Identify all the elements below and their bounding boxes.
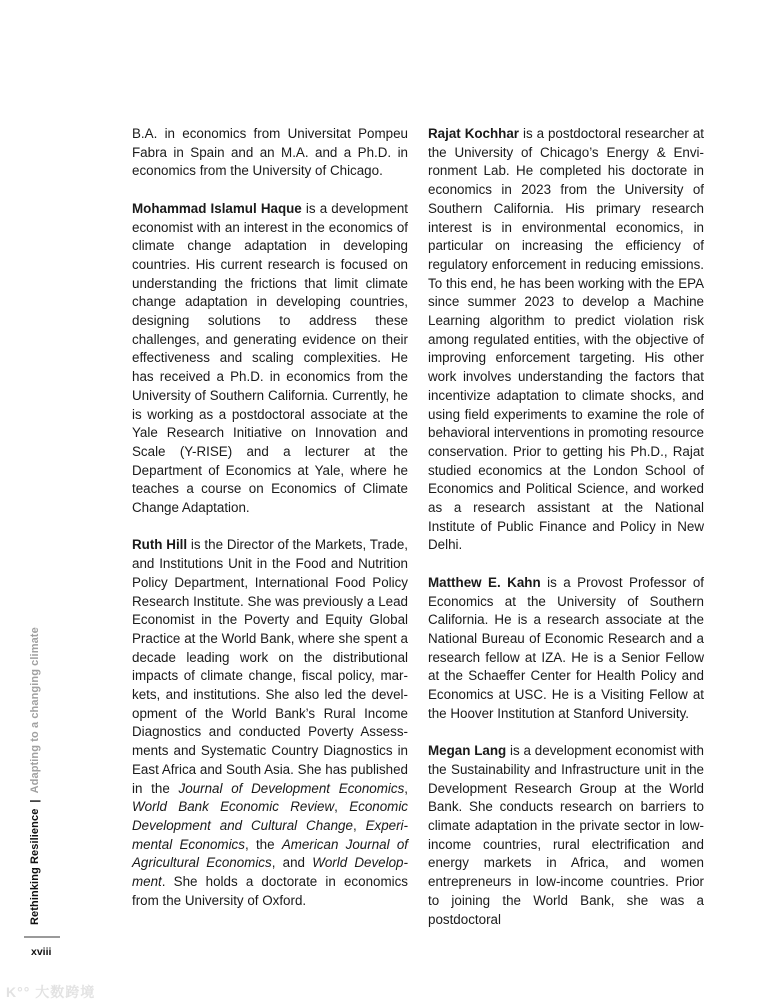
bio-text: ,	[334, 799, 350, 815]
bio-text: ,	[404, 780, 409, 796]
right-text-column	[428, 125, 704, 948]
bio-text: is the Director of the Markets, Trade, and Institutions Unit in the Food and Nutrition Policy Department, International Food Policy Research Institute. She was previously a Lead Economist in the Poverty and Equity Global Practice at the World Bank, where she spent a decade leading work on the distributional impacts of climate change, fiscal policy, markets, and institutions. She also led the development of the World Bank’s Rural Income Diagnostics and conducted Poverty Assessments and Systematic Country Diagnostics in East Africa and South Asia. She has published in the	[132, 537, 408, 796]
journal-title: Journal of Development Economics	[178, 780, 405, 796]
bio-text: is a development economist with an interest in the economics of climate change adaptation in developing countries. His current research is focused on understanding the frictions that limit climate change adaptation in developing countries, designing solutions to address these challenges, and generating evidence on their effectiveness and scaling complexities. He has received a Ph.D. in economics from the University of Southern California. Currently, he is working as a postdoctoral associate at the Yale Research Initiative on Innovation and Scale (Y-RISE) and a lecturer at the Department of Economics at Yale, where he teaches a course on Economics of Climate Change Adaptation.	[132, 200, 408, 516]
bio-text: is a postdoctoral researcher at the University of Chicago’s Energy & Environment Lab. He completed his doctorate in economics in 2023 from the University of Southern California. His primary research interest is in environmental economics, in particular on increasing the efficiency of regulatory enforcement in reducing emissions. To this end, he has been working with the EPA since summer 2023 to develop a Machine Learning algorithm to predict violation risk among regulated entities, with the objective of improving enforcement targeting. His other work involves understanding the factors that incentivize adaptation to climate shocks, and using field experiments to examine the role of behavioral interventions in promoting resource conservation. Prior to getting his Ph.D., Rajat studied economics at the London School of Economics and Political Science, and worked as a research assistant at the National Institute of Public Finance and Policy in New Delhi.	[428, 126, 705, 553]
bio-text: . She holds a doctorate in economics from the University of Oxford.	[132, 874, 408, 908]
journal-title: Economic Development and Cultural Change	[132, 799, 408, 833]
contributor-name: Mohammad Islamul Haque	[132, 200, 302, 216]
bio-text: , the	[244, 836, 282, 852]
journal-title: World Development	[132, 855, 408, 890]
bio-text: is a Provost Professor of Economics at the University of Southern California. He is a research associate at the National Bureau of Economic Research and a research fellow at IZA. He is a Senior Fellow at the Schaeffer Center for Health Policy and Economics at USC. He is a Visiting Fellow at the Hoover Institution at Stanford University.	[428, 574, 704, 721]
bio-ruth-hill	[132, 536, 408, 910]
running-title	[28, 627, 42, 925]
book-subtitle: Adapting to a changing climate	[29, 627, 41, 794]
watermark-logo: K°° 大数跨境	[6, 984, 96, 1000]
bio-mohammad-islamul-haque	[132, 200, 408, 518]
footer-rule-divider	[24, 936, 60, 938]
journal-title: American Journal of Agricultural Economics	[132, 836, 408, 871]
journal-title: World Bank Economic Review	[132, 799, 335, 815]
bio-text: is a development economist with the Sustainability and Infrastructure unit in the Development Research Group at the World Bank. She conducts research on barriers to climate adaptation in the private sector in low-income countries, rural electrification and energy markets in Africa, and women entrepreneurs in low-income countries. Prior to joining the World Bank, she was a postdoctoral	[428, 743, 704, 927]
contributor-name: Megan Lang	[428, 743, 507, 759]
bio-continuation	[132, 125, 408, 181]
bio-text: ,	[352, 817, 366, 833]
contributor-name: Matthew E. Kahn	[428, 574, 541, 590]
book-title: Rethinking Resilience	[29, 808, 41, 925]
left-text-column	[132, 125, 408, 929]
bio-text: , and	[271, 855, 313, 871]
bio-megan-lang	[428, 742, 704, 929]
journal-title: Experimental Economics	[132, 817, 408, 852]
bio-matthew-e-kahn	[428, 574, 704, 724]
title-separator: |	[29, 799, 41, 803]
contributor-name: Rajat Kochhar	[428, 126, 520, 141]
bio-rajat-kochhar	[428, 125, 704, 555]
contributor-name: Ruth Hill	[132, 537, 188, 553]
bio-text: B.A. in economics from Universitat Pompeu Fabra in Spain and an M.A. and a Ph.D. in economics from the University of Chicago.	[132, 126, 408, 179]
page-number: xviii	[31, 946, 52, 958]
